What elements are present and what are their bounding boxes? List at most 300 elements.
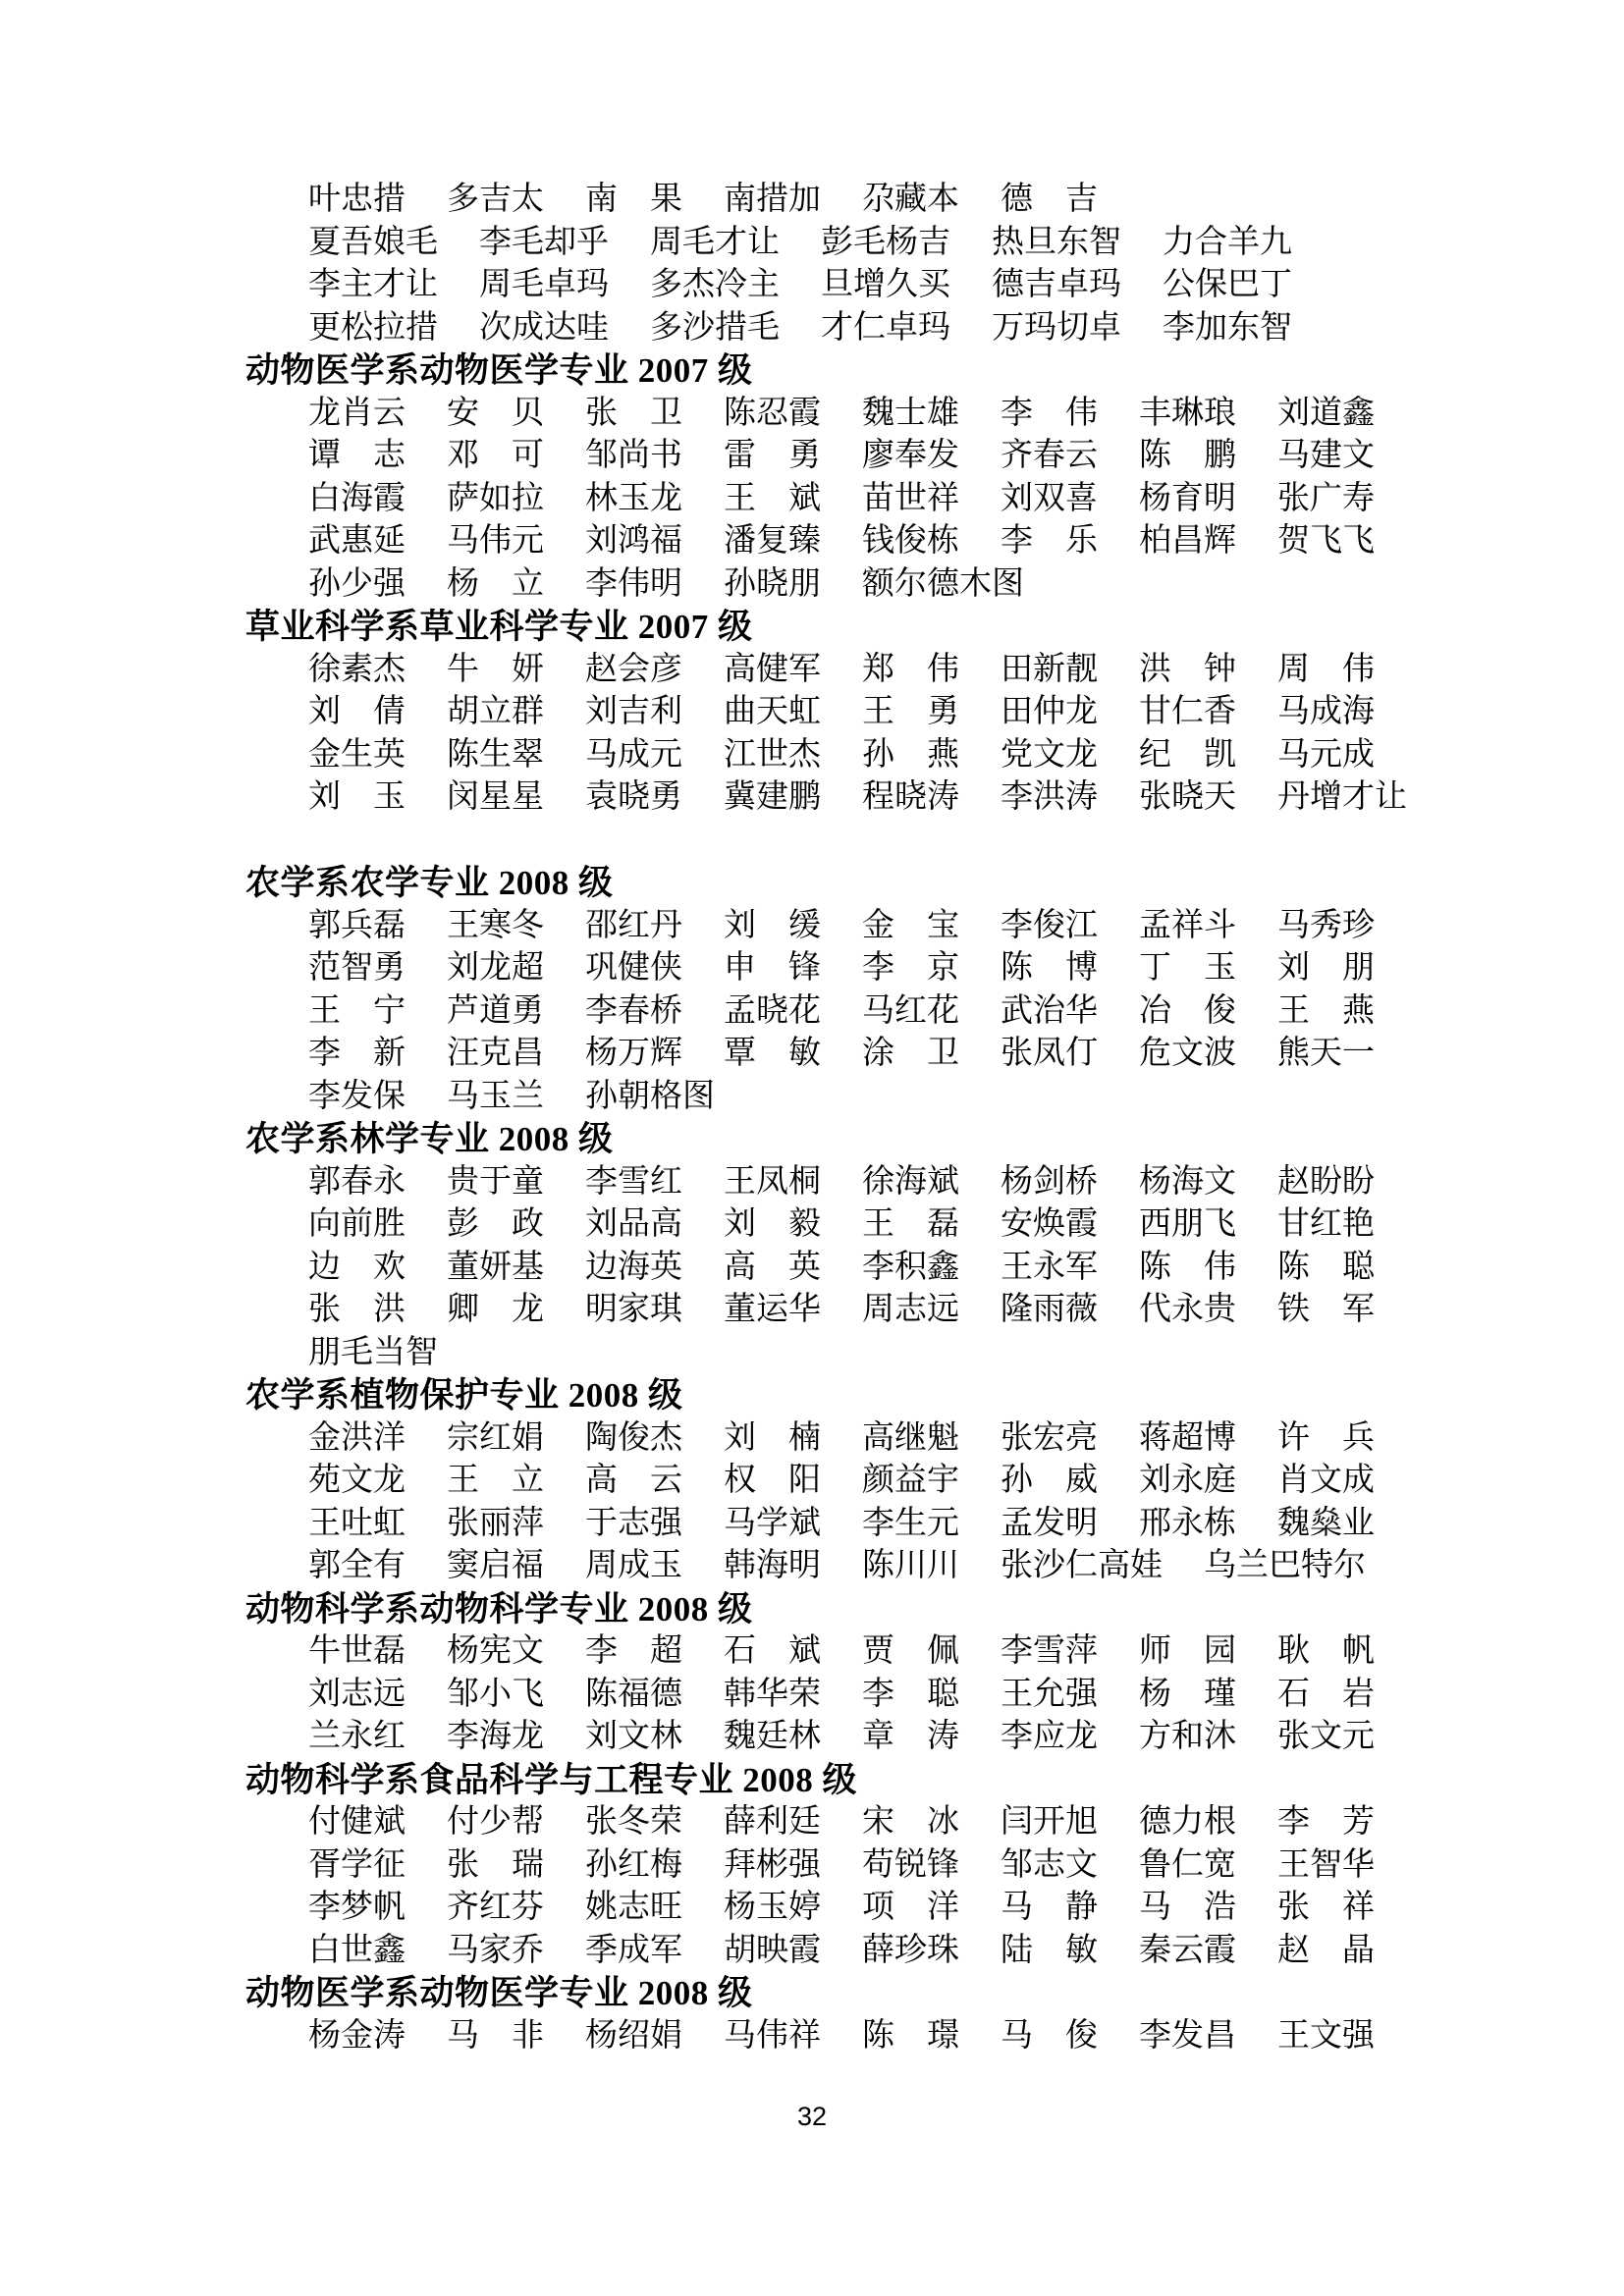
student-name: 田仲龙: [1001, 694, 1098, 729]
student-name: 武惠延: [308, 523, 406, 559]
section-heading: 动物医学系动物医学专业 2007 级: [245, 351, 753, 390]
student-name: 张宏亮: [1001, 1419, 1098, 1456]
name-row: [245, 393, 1424, 436]
student-name: 石 岩: [1277, 1676, 1375, 1712]
student-name: 闵星星: [447, 779, 544, 815]
student-name: 热旦东智: [992, 224, 1121, 260]
student-name: 金生英: [308, 736, 406, 773]
student-name: 马 俊: [1001, 2017, 1098, 2054]
student-name: 夏吾娘毛: [308, 224, 438, 260]
student-name: 杨剑桥: [1001, 1163, 1098, 1200]
student-name: 李应龙: [1001, 1719, 1098, 1754]
student-name: 宋 冰: [862, 1804, 959, 1840]
student-name: 巩健侠: [585, 950, 682, 986]
student-name: 铁 军: [1277, 1292, 1375, 1327]
student-name: 明家琪: [585, 1292, 682, 1327]
name-row: [245, 179, 1424, 222]
student-name: 王允强: [1001, 1676, 1098, 1712]
student-name: 陈 鹏: [1139, 438, 1236, 473]
student-name: 师 园: [1139, 1633, 1236, 1669]
student-name: 周毛卓玛: [479, 267, 609, 302]
student-name: 南措加: [724, 182, 821, 217]
student-name: 马建文: [1277, 438, 1375, 473]
student-name: 宗红娟: [447, 1419, 544, 1456]
student-name: 王 立: [447, 1463, 544, 1498]
student-name: 危文波: [1139, 1036, 1236, 1071]
student-name: 马家乔: [447, 1932, 544, 1968]
name-row: [245, 1417, 1424, 1461]
student-name: 甘红艳: [1277, 1206, 1375, 1242]
student-roster: [245, 179, 1424, 2057]
student-name: 刘 毅: [724, 1206, 821, 1242]
student-name: 潘复臻: [724, 523, 821, 559]
student-name: 李洪涛: [1001, 779, 1098, 815]
student-name: 付少帮: [447, 1804, 544, 1840]
student-name: 钱俊栋: [862, 523, 959, 559]
student-name: 尕藏本: [862, 182, 959, 217]
student-name: 纪 凯: [1139, 736, 1236, 773]
student-name: 张广寿: [1277, 480, 1375, 516]
student-name: 马成海: [1277, 694, 1375, 729]
student-name: 季成军: [585, 1932, 682, 1968]
student-name: 西朋飞: [1139, 1206, 1236, 1242]
name-row: [245, 435, 1424, 478]
student-name: 邹小飞: [447, 1676, 544, 1712]
student-name: 李雪萍: [1001, 1633, 1098, 1669]
student-name: 万玛切卓: [992, 309, 1121, 346]
student-name: 陈福德: [585, 1676, 682, 1712]
student-name: 刘永庭: [1139, 1463, 1236, 1498]
student-name: 安焕霞: [1001, 1206, 1098, 1242]
student-name: 李雪红: [585, 1163, 682, 1200]
student-name: 涂 卫: [862, 1036, 959, 1071]
student-name: 张沙仁高娃: [1001, 1548, 1163, 1583]
student-name: 李梦帆: [308, 1890, 406, 1925]
student-name: 丁 玉: [1139, 950, 1236, 986]
student-name: 于志强: [585, 1505, 682, 1541]
student-name: 龙肖云: [308, 395, 406, 431]
student-name: 南 果: [585, 182, 682, 217]
student-name: 王寒冬: [447, 907, 544, 943]
name-row: [245, 1332, 1424, 1375]
student-name: 马 静: [1001, 1890, 1098, 1925]
student-name: 朋毛当智: [308, 1334, 438, 1370]
student-name: 杨育明: [1139, 480, 1236, 516]
student-name: 刘 楠: [724, 1419, 821, 1456]
page-number: 32: [796, 2102, 828, 2131]
student-name: 贺飞飞: [1277, 523, 1375, 559]
student-name: 张丽萍: [447, 1505, 544, 1541]
student-name: 王 燕: [1277, 992, 1375, 1029]
name-row: [245, 1801, 1424, 1844]
student-name: 卿 龙: [447, 1292, 544, 1327]
name-row: [245, 1887, 1424, 1930]
student-name: 孙红梅: [585, 1846, 682, 1883]
name-row: [245, 1503, 1424, 1546]
name-row: [245, 1630, 1424, 1674]
student-name: 刘龙超: [447, 950, 544, 986]
student-name: 姚志旺: [585, 1890, 682, 1925]
student-name: 程晓涛: [862, 779, 959, 815]
student-name: 刘 倩: [308, 694, 406, 729]
student-name: 马玉兰: [447, 1078, 544, 1114]
student-name: 张 瑞: [447, 1846, 544, 1883]
name-row: [245, 905, 1424, 948]
student-name: 张 洪: [308, 1292, 406, 1327]
student-name: 杨 立: [447, 565, 544, 602]
student-name: 耿 帆: [1277, 1633, 1375, 1669]
student-name: 力合羊九: [1163, 224, 1292, 260]
student-name: 李毛却乎: [479, 224, 609, 260]
name-row: [245, 264, 1424, 307]
student-name: 丰琳琅: [1139, 395, 1236, 431]
student-name: 刘品高: [585, 1206, 682, 1242]
student-name: 白世鑫: [308, 1932, 406, 1968]
student-name: 李海龙: [447, 1719, 544, 1754]
student-name: 张文元: [1277, 1719, 1375, 1754]
student-name: 薛珍珠: [862, 1932, 959, 1968]
student-name: 范智勇: [308, 950, 406, 986]
student-name: 齐春云: [1001, 438, 1098, 473]
section-heading: 农学系林学专业 2008 级: [245, 1120, 614, 1158]
student-name: 刘双喜: [1001, 480, 1098, 516]
student-name: 杨金涛: [308, 2017, 406, 2054]
student-name: 陈生翠: [447, 736, 544, 773]
student-name: 李 新: [308, 1036, 406, 1071]
student-name: 魏廷林: [724, 1719, 821, 1754]
name-row: [245, 1033, 1424, 1076]
student-name: 陈忍霞: [724, 395, 821, 431]
student-name: 孙朝格图: [585, 1078, 715, 1114]
student-name: 萨如拉: [447, 480, 544, 516]
student-name: 张晓天: [1139, 779, 1236, 815]
student-name: 张 祥: [1277, 1890, 1375, 1925]
student-name: 许 兵: [1277, 1419, 1375, 1456]
student-name: 覃 敏: [724, 1036, 821, 1071]
student-name: 孙晓朋: [724, 565, 821, 602]
student-name: 多沙措毛: [650, 309, 780, 346]
student-name: 叶忠措: [308, 182, 406, 217]
name-row: [245, 1161, 1424, 1204]
student-name: 齐红芬: [447, 1890, 544, 1925]
student-name: 李 芳: [1277, 1804, 1375, 1840]
student-name: 刘 缓: [724, 907, 821, 943]
student-name: 王文强: [1277, 2017, 1375, 2054]
student-name: 李春桥: [585, 992, 682, 1029]
student-name: 江世杰: [724, 736, 821, 773]
student-name: 魏燊业: [1277, 1505, 1375, 1541]
student-name: 孙 威: [1001, 1463, 1098, 1498]
student-name: 蒋超博: [1139, 1419, 1236, 1456]
student-name: 刘文林: [585, 1719, 682, 1754]
student-name: 廖奉发: [862, 438, 959, 473]
student-name: 肖文成: [1277, 1463, 1375, 1498]
student-name: 更松拉措: [308, 309, 438, 346]
section-heading: 草业科学系草业科学专业 2007 级: [245, 608, 753, 646]
student-name: 彭毛杨吉: [821, 224, 950, 260]
student-name: 芦道勇: [447, 992, 544, 1029]
section-heading: 动物科学系动物科学专业 2008 级: [245, 1589, 753, 1629]
student-name: 刘 玉: [308, 779, 406, 815]
student-name: 鲁仁宽: [1139, 1846, 1236, 1883]
student-name: 曲天虹: [724, 694, 821, 729]
student-name: 田新靓: [1001, 651, 1098, 687]
student-name: 周 伟: [1277, 651, 1375, 687]
student-name: 李俊江: [1001, 907, 1098, 943]
student-name: 熊天一: [1277, 1036, 1375, 1071]
student-name: 马元成: [1277, 736, 1375, 773]
student-name: 马成元: [585, 736, 682, 773]
student-name: 陈 伟: [1139, 1249, 1236, 1285]
student-name: 胥学征: [308, 1846, 406, 1883]
student-name: 乌兰巴特尔: [1204, 1548, 1366, 1583]
student-name: 贾 佩: [862, 1633, 959, 1669]
name-row: [245, 990, 1424, 1034]
student-name: 申 锋: [724, 950, 821, 986]
student-name: 牛世磊: [308, 1633, 406, 1669]
student-name: 丹增才让: [1277, 779, 1407, 815]
student-name: 金 宝: [862, 907, 959, 943]
student-name: 冶 俊: [1139, 992, 1236, 1029]
student-name: 董妍基: [447, 1249, 544, 1285]
student-name: 徐海斌: [862, 1163, 959, 1200]
student-name: 杨宪文: [447, 1633, 544, 1669]
student-name: 闫开旭: [1001, 1804, 1098, 1840]
name-row: [245, 1716, 1424, 1759]
student-name: 邹尚书: [585, 438, 682, 473]
student-name: 贵于童: [447, 1163, 544, 1200]
student-name: 边海英: [585, 1249, 682, 1285]
student-name: 李 伟: [1001, 395, 1098, 431]
name-row: [245, 1930, 1424, 1973]
student-name: 李 乐: [1001, 523, 1098, 559]
student-name: 陆 敏: [1001, 1932, 1098, 1968]
student-name: 柏昌辉: [1139, 523, 1236, 559]
student-name: 邵红丹: [585, 907, 682, 943]
student-name: 苗世祥: [862, 480, 959, 516]
student-name: 章 涛: [862, 1719, 959, 1754]
student-name: 李发保: [308, 1078, 406, 1114]
student-name: 胡映霞: [724, 1932, 821, 1968]
student-name: 边 欢: [308, 1249, 406, 1285]
student-name: 马 非: [447, 2017, 544, 2054]
student-name: 谭 志: [308, 438, 406, 473]
student-name: 陈 聪: [1277, 1249, 1375, 1285]
student-name: 杨绍娟: [585, 2017, 682, 2054]
student-name: 白海霞: [308, 480, 406, 516]
student-name: 邹志文: [1001, 1846, 1098, 1883]
name-row: [245, 1844, 1424, 1888]
student-name: 李 聪: [862, 1676, 959, 1712]
student-name: 隆雨薇: [1001, 1292, 1098, 1327]
student-name: 马 浩: [1139, 1890, 1236, 1925]
student-name: 雷 勇: [724, 438, 821, 473]
student-name: 颜益宇: [862, 1463, 959, 1498]
student-name: 苟锐锋: [862, 1846, 959, 1883]
name-row: [245, 1460, 1424, 1503]
student-name: 高 英: [724, 1249, 821, 1285]
student-name: 冀建鹏: [724, 779, 821, 815]
student-name: 才仁卓玛: [821, 309, 950, 346]
student-name: 德力根: [1139, 1804, 1236, 1840]
student-name: 郑 伟: [862, 651, 959, 687]
student-name: 赵 晶: [1277, 1932, 1375, 1968]
name-row: [245, 1076, 1424, 1119]
student-name: 李伟明: [585, 565, 682, 602]
student-name: 党文龙: [1001, 736, 1098, 773]
student-name: 马红花: [862, 992, 959, 1029]
student-name: 德吉卓玛: [992, 267, 1121, 302]
student-name: 次成达哇: [479, 309, 609, 346]
student-name: 马伟元: [447, 523, 544, 559]
student-name: 郭春永: [308, 1163, 406, 1200]
student-name: 公保巴丁: [1163, 267, 1292, 302]
student-name: 陈 博: [1001, 950, 1098, 986]
student-name: 额尔德木图: [862, 565, 1024, 602]
name-row: [245, 1203, 1424, 1247]
student-name: 孙 燕: [862, 736, 959, 773]
student-name: 权 阳: [724, 1463, 821, 1498]
section-heading: 动物医学系动物医学专业 2008 级: [245, 1974, 753, 2012]
name-row: [245, 734, 1424, 777]
student-name: 石 斌: [724, 1633, 821, 1669]
name-row: [245, 520, 1424, 563]
student-name: 王凤桐: [724, 1163, 821, 1200]
name-row: [245, 1674, 1424, 1717]
name-row: [245, 478, 1424, 521]
student-name: 孟发明: [1001, 1505, 1098, 1541]
student-name: 马学斌: [724, 1505, 821, 1541]
student-name: 马伟祥: [724, 2017, 821, 2054]
student-name: 林玉龙: [585, 480, 682, 516]
student-name: 李积鑫: [862, 1249, 959, 1285]
student-name: 郭全有: [308, 1548, 406, 1583]
student-name: 董运华: [724, 1292, 821, 1327]
student-name: 杨玉婷: [724, 1890, 821, 1925]
name-row: [245, 307, 1424, 350]
student-name: 李主才让: [308, 267, 438, 302]
student-name: 魏士雄: [862, 395, 959, 431]
student-name: 徐素杰: [308, 651, 406, 687]
name-row: [245, 563, 1424, 607]
student-name: 孙少强: [308, 565, 406, 602]
student-name: 邓 可: [447, 438, 544, 473]
student-name: 多杰冷主: [650, 267, 780, 302]
student-name: 旦增久买: [821, 267, 950, 302]
student-name: 张冬荣: [585, 1804, 682, 1840]
student-name: 方和沐: [1139, 1719, 1236, 1754]
student-name: 甘仁香: [1139, 694, 1236, 729]
student-name: 周毛才让: [650, 224, 780, 260]
student-name: 高健军: [724, 651, 821, 687]
student-name: 袁晓勇: [585, 779, 682, 815]
name-row: [245, 2015, 1424, 2058]
name-row: [245, 222, 1424, 265]
student-name: 杨万辉: [585, 1036, 682, 1071]
student-name: 李 超: [585, 1633, 682, 1669]
student-name: 孟祥斗: [1139, 907, 1236, 943]
student-name: 安 贝: [447, 395, 544, 431]
section-heading: 农学系植物保护专业 2008 级: [245, 1376, 683, 1415]
student-name: 兰永红: [308, 1719, 406, 1754]
student-name: 刘志远: [308, 1676, 406, 1712]
student-name: 付健斌: [308, 1804, 406, 1840]
student-name: 周志远: [862, 1292, 959, 1327]
student-name: 赵会彦: [585, 651, 682, 687]
student-name: 代永贵: [1139, 1292, 1236, 1327]
name-row: [245, 1289, 1424, 1332]
student-name: 杨海文: [1139, 1163, 1236, 1200]
student-name: 武治华: [1001, 992, 1098, 1029]
student-name: 高继魁: [862, 1419, 959, 1456]
name-row: [245, 1247, 1424, 1290]
student-name: 苑文龙: [308, 1463, 406, 1498]
student-name: 王 宁: [308, 992, 406, 1029]
student-name: 王 勇: [862, 694, 959, 729]
student-name: 项 洋: [862, 1890, 959, 1925]
student-name: 张 卫: [585, 395, 682, 431]
student-name: 窦启福: [447, 1548, 544, 1583]
student-name: 刘道鑫: [1277, 395, 1375, 431]
student-name: 王永军: [1001, 1249, 1098, 1285]
student-name: 王 斌: [724, 480, 821, 516]
student-name: 赵盼盼: [1277, 1163, 1375, 1200]
student-name: 刘 朋: [1277, 950, 1375, 986]
student-name: 王吐虹: [308, 1505, 406, 1541]
student-name: 孟晓花: [724, 992, 821, 1029]
student-name: 彭 政: [447, 1206, 544, 1242]
name-row: [245, 776, 1424, 820]
name-row: [245, 649, 1424, 692]
student-name: 陈 璟: [862, 2017, 959, 2054]
student-name: 邢永栋: [1139, 1505, 1236, 1541]
student-name: 刘吉利: [585, 694, 682, 729]
student-name: 陈川川: [862, 1548, 959, 1583]
student-name: 洪 钟: [1139, 651, 1236, 687]
student-name: 李发昌: [1139, 2017, 1236, 2054]
section-heading: 动物科学系食品科学与工程专业 2008 级: [245, 1760, 858, 1799]
student-name: 高 云: [585, 1463, 682, 1498]
student-name: 李生元: [862, 1505, 959, 1541]
section-heading: 农学系农学专业 2008 级: [245, 864, 614, 902]
student-name: 刘鸿福: [585, 523, 682, 559]
student-name: 牛 妍: [447, 651, 544, 687]
student-name: 李加东智: [1163, 309, 1292, 346]
student-name: 陶俊杰: [585, 1419, 682, 1456]
student-name: 多吉太: [447, 182, 544, 217]
student-name: 李 京: [862, 950, 959, 986]
student-name: 胡立群: [447, 694, 544, 729]
name-row: [245, 691, 1424, 734]
student-name: 张凤仃: [1001, 1036, 1098, 1071]
student-name: 薛利廷: [724, 1804, 821, 1840]
student-name: 秦云霞: [1139, 1932, 1236, 1968]
name-row: [245, 1545, 1424, 1588]
student-name: 韩华荣: [724, 1676, 821, 1712]
student-name: 汪克昌: [447, 1036, 544, 1071]
student-name: 拜彬强: [724, 1846, 821, 1883]
name-row: [245, 947, 1424, 990]
student-name: 韩海明: [724, 1548, 821, 1583]
student-name: 金洪洋: [308, 1419, 406, 1456]
student-name: 德 吉: [1001, 182, 1098, 217]
student-name: 杨 瑾: [1139, 1676, 1236, 1712]
student-name: 王 磊: [862, 1206, 959, 1242]
student-name: 向前胜: [308, 1206, 406, 1242]
student-name: 王智华: [1277, 1846, 1375, 1883]
student-name: 周成玉: [585, 1548, 682, 1583]
student-name: 郭兵磊: [308, 907, 406, 943]
